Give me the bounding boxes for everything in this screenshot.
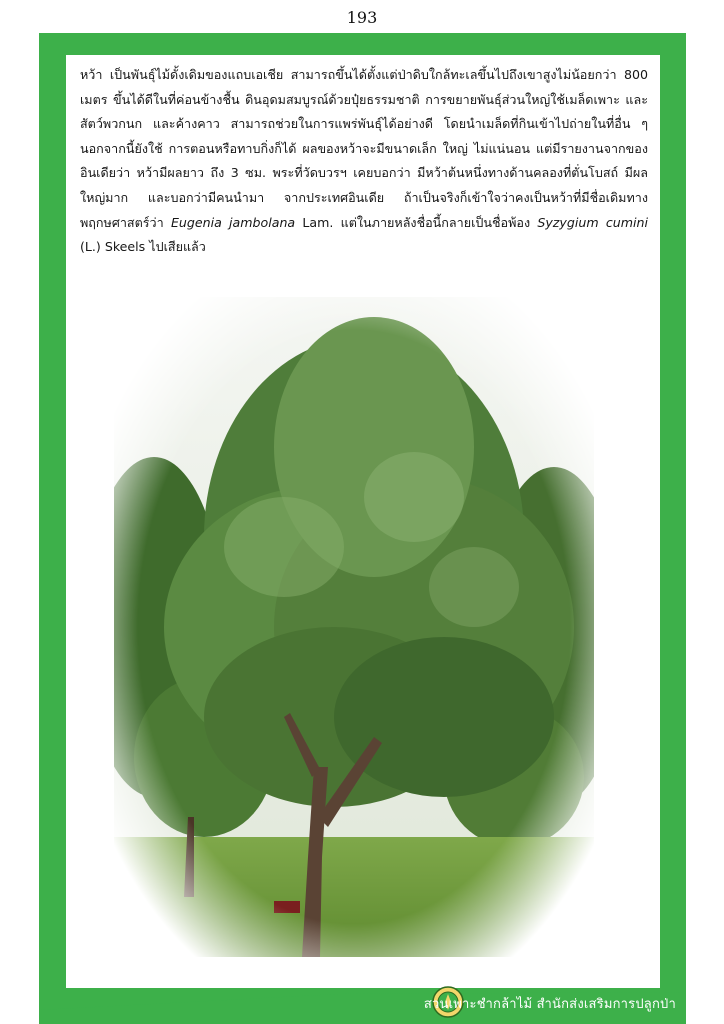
paragraph-text-mid: Lam. แต่ในภายหลังชื่อนี้กลายเป็นชื่อพ้อง [295,214,538,230]
content-panel [66,55,660,999]
footer-organization: สวนเพาะชำกล้าไม้ สำนักส่งเสริมการปลูกป่า [423,997,676,1012]
body-paragraph [80,63,648,260]
paragraph-text-end: (L.) Skeels ไปเสียแล้ว [80,239,206,255]
paragraph-text-start: หว้า เป็นพันธุ์ไม้ดั้งเดิมของแถบเอเชีย สามารถขึ้นได้ตั้งแต่ป่าดิบใกล้ทะเลขึ้นไปถึงเขาสูงไม่น้อยกว่า 800 เมตร ขึ้นได้ดีในที่ค่อนข้างชื้น ดินอุดมสมบูรณ์ด้วยปุ๋ยธรรมชาติ การขยายพันธุ์ส่วนใหญ่ใช้เมล็ดเพาะ และสัตว์พวกนก และค้างคาว สามารถช่วยในการแพร่พันธุ์ได้อย่างดี โดยนำเมล็ดที่กินเข้าไปถ่ายในที่อื่น ๆ นอกจากนี้ยังใช้ การตอนหรือทาบกิ่งก็ได้ ผลของหว้าจะมีขนาดเล็ก ใหญ่ ไม่แน่นอน แต่มีรายงานจากของอินเดียว่า หว้ามีผลยาว ถึง 3 ซม. พระที่วัดบวรฯ เคยบอกว่า มีหว้าต้นหนึ่งทางด้านคลองที่ตั่นโบสถ์ มีผลใหญ่มาก และบอกว่ามีคนนำมา จากประเทศอินเดีย ถ้าเป็นจริงก็เข้าใจว่าคงเป็นหว้าที่มีชื่อเดิมทางพฤกษศาสตร์ว่า [80,67,648,230]
species-name-current: Syzygium cumini [537,214,648,230]
species-name-old: Eugenia jambolana [170,214,296,230]
tree-photo [114,297,594,957]
page-number: 193 [346,8,378,27]
